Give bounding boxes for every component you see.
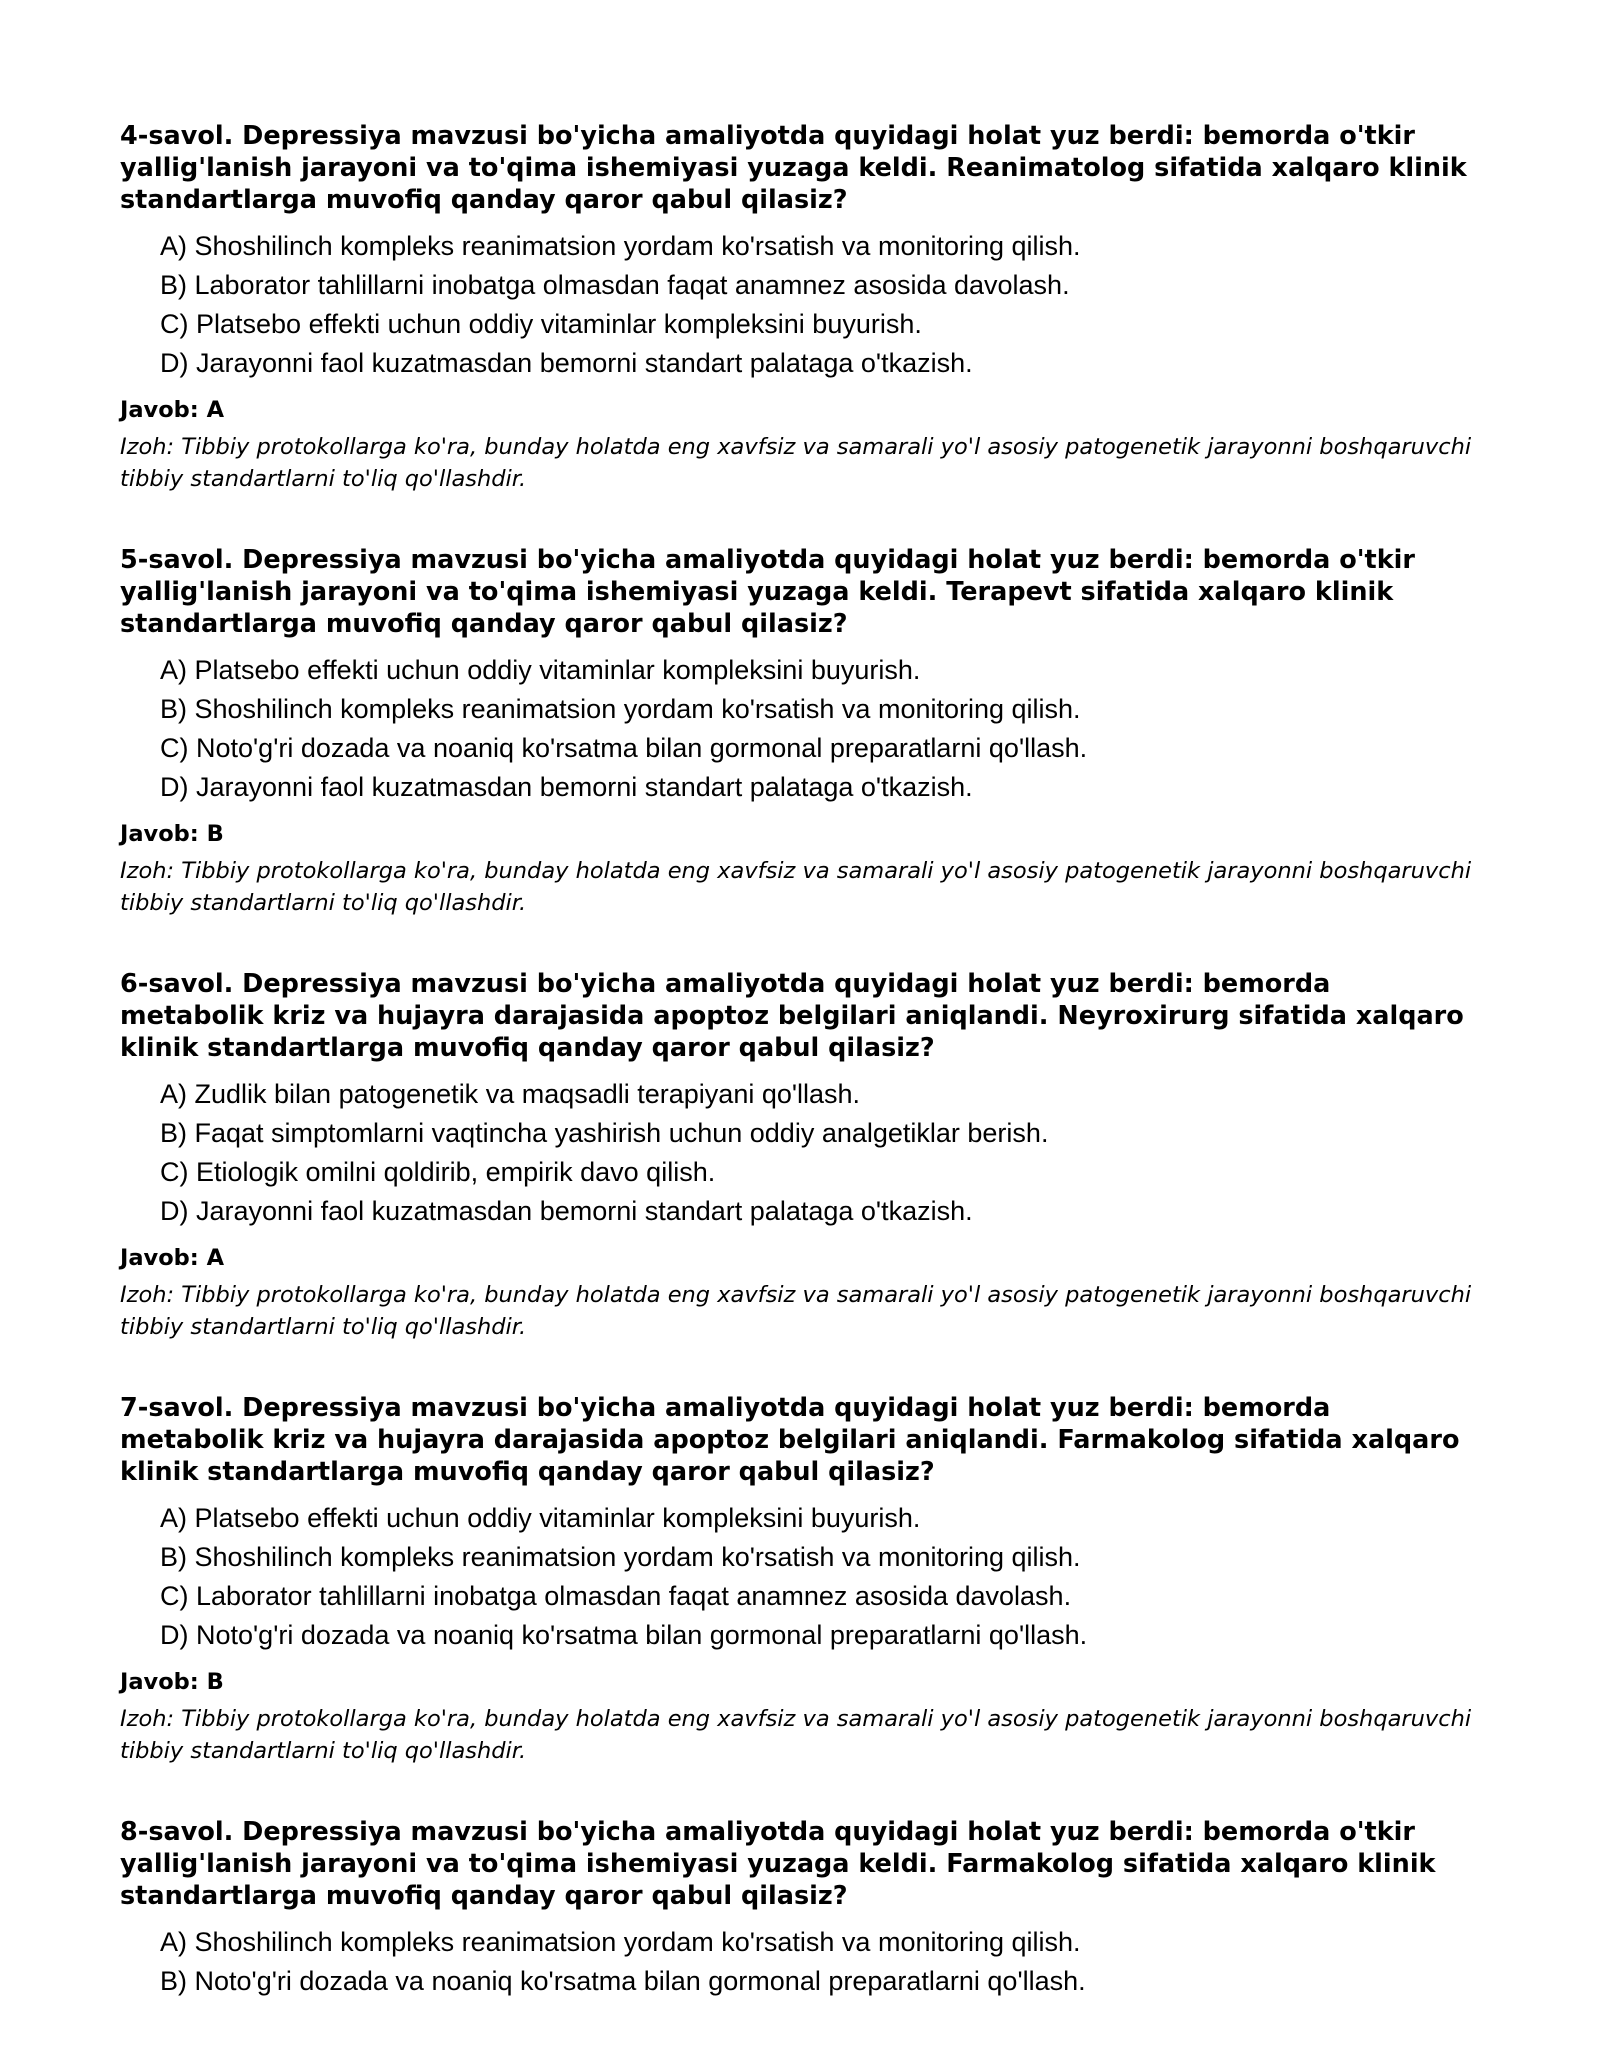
question-4 — [120, 120, 1480, 495]
question-8 — [120, 1816, 1480, 2001]
answer-options — [120, 1075, 1480, 1231]
answer-options — [120, 1923, 1480, 2001]
question-title: 7-savol. Depressiya mavzusi bo'yicha amaliyotda quyidagi holat yuz berdi: bemorda metabolik kriz va hujayra darajasida apoptoz belgilari aniqlandi. Farmakolog sifatida xalqaro klinik standartlarga muvofiq qanday qaror qabul qilasiz? — [120, 1393, 1460, 1487]
explanation-note: Izoh: Tibbiy protokollarga ko'ra, bunday holatda eng xavfsiz va samarali yo'l asosiy patogenetik jarayonni boshqaruvchi tibbiy standartlarni to'liq qo'llashdir. — [120, 1282, 1472, 1340]
answer-options — [120, 227, 1480, 383]
option-a: A) Shoshilinch kompleks reanimatsion yordam ko'rsatish va monitoring qilish. — [160, 231, 1081, 261]
option-a: A) Zudlik bilan patogenetik va maqsadli terapiyani qo'llash. — [160, 1079, 861, 1109]
question-7 — [120, 1392, 1480, 1767]
question-5 — [120, 544, 1480, 919]
option-b: B) Faqat simptomlarni vaqtincha yashirish uchun oddiy analgetiklar berish. — [160, 1118, 1049, 1148]
option-a: A) Platsebo effekti uchun oddiy vitaminlar kompleksini buyurish. — [160, 1503, 921, 1533]
question-title: 8-savol. Depressiya mavzusi bo'yicha amaliyotda quyidagi holat yuz berdi: bemorda o'tkir yallig'lanish jarayoni va to'qima ishemiyasi yuzaga keldi. Farmakolog sifatida xalqaro klinik standartlarga muvofiq qanday qaror qabul qilasiz? — [120, 1817, 1436, 1911]
explanation-note: Izoh: Tibbiy protokollarga ko'ra, bunday holatda eng xavfsiz va samarali yo'l asosiy patogenetik jarayonni boshqaruvchi tibbiy standartlarni to'liq qo'llashdir. — [120, 1706, 1472, 1764]
option-b: B) Shoshilinch kompleks reanimatsion yordam ko'rsatish va monitoring qilish. — [160, 694, 1081, 724]
answer-label: Javob: B — [120, 821, 224, 847]
option-c: C) Laborator tahlillarni inobatga olmasdan faqat anamnez asosida davolash. — [160, 1581, 1072, 1611]
option-b: B) Noto'g'ri dozada va noaniq ko'rsatma bilan gormonal preparatlarni qo'llash. — [160, 1966, 1086, 1996]
question-6 — [120, 968, 1480, 1343]
option-d: D) Jarayonni faol kuzatmasdan bemorni standart palataga o'tkazish. — [160, 772, 973, 802]
explanation-note: Izoh: Tibbiy protokollarga ko'ra, bunday holatda eng xavfsiz va samarali yo'l asosiy patogenetik jarayonni boshqaruvchi tibbiy standartlarni to'liq qo'llashdir. — [120, 434, 1472, 492]
question-title: 6-savol. Depressiya mavzusi bo'yicha amaliyotda quyidagi holat yuz berdi: bemorda metabolik kriz va hujayra darajasida apoptoz belgilari aniqlandi. Neyroxirurg sifatida xalqaro klinik standartlarga muvofiq qanday qaror qabul qilasiz? — [120, 969, 1464, 1063]
answer-label: Javob: A — [120, 397, 225, 423]
question-title: 5-savol. Depressiya mavzusi bo'yicha amaliyotda quyidagi holat yuz berdi: bemorda o'tkir yallig'lanish jarayoni va to'qima ishemiyasi yuzaga keldi. Terapevt sifatida xalqaro klinik standartlarga muvofiq qanday qaror qabul qilasiz? — [120, 545, 1415, 639]
answer-options — [120, 1499, 1480, 1655]
option-b: B) Shoshilinch kompleks reanimatsion yordam ko'rsatish va monitoring qilish. — [160, 1542, 1081, 1572]
option-c: C) Platsebo effekti uchun oddiy vitaminlar kompleksini buyurish. — [160, 309, 922, 339]
document-page — [120, 120, 1480, 2050]
answer-label: Javob: A — [120, 1245, 225, 1271]
option-d: D) Jarayonni faol kuzatmasdan bemorni standart palataga o'tkazish. — [160, 1196, 973, 1226]
option-a: A) Shoshilinch kompleks reanimatsion yordam ko'rsatish va monitoring qilish. — [160, 1927, 1081, 1957]
option-a: A) Platsebo effekti uchun oddiy vitaminlar kompleksini buyurish. — [160, 655, 921, 685]
option-d: D) Noto'g'ri dozada va noaniq ko'rsatma bilan gormonal preparatlarni qo'llash. — [160, 1620, 1088, 1650]
option-d: D) Jarayonni faol kuzatmasdan bemorni standart palataga o'tkazish. — [160, 348, 973, 378]
option-c: C) Noto'g'ri dozada va noaniq ko'rsatma bilan gormonal preparatlarni qo'llash. — [160, 733, 1088, 763]
option-b: B) Laborator tahlillarni inobatga olmasdan faqat anamnez asosida davolash. — [160, 270, 1070, 300]
answer-label: Javob: B — [120, 1669, 224, 1695]
option-c: C) Etiologik omilni qoldirib, empirik davo qilish. — [160, 1157, 716, 1187]
answer-options — [120, 651, 1480, 807]
explanation-note: Izoh: Tibbiy protokollarga ko'ra, bunday holatda eng xavfsiz va samarali yo'l asosiy patogenetik jarayonni boshqaruvchi tibbiy standartlarni to'liq qo'llashdir. — [120, 858, 1472, 916]
question-title: 4-savol. Depressiya mavzusi bo'yicha amaliyotda quyidagi holat yuz berdi: bemorda o'tkir yallig'lanish jarayoni va to'qima ishemiyasi yuzaga keldi. Reanimatolog sifatida xalqaro klinik standartlarga muvofiq qanday qaror qabul qilasiz? — [120, 121, 1467, 215]
